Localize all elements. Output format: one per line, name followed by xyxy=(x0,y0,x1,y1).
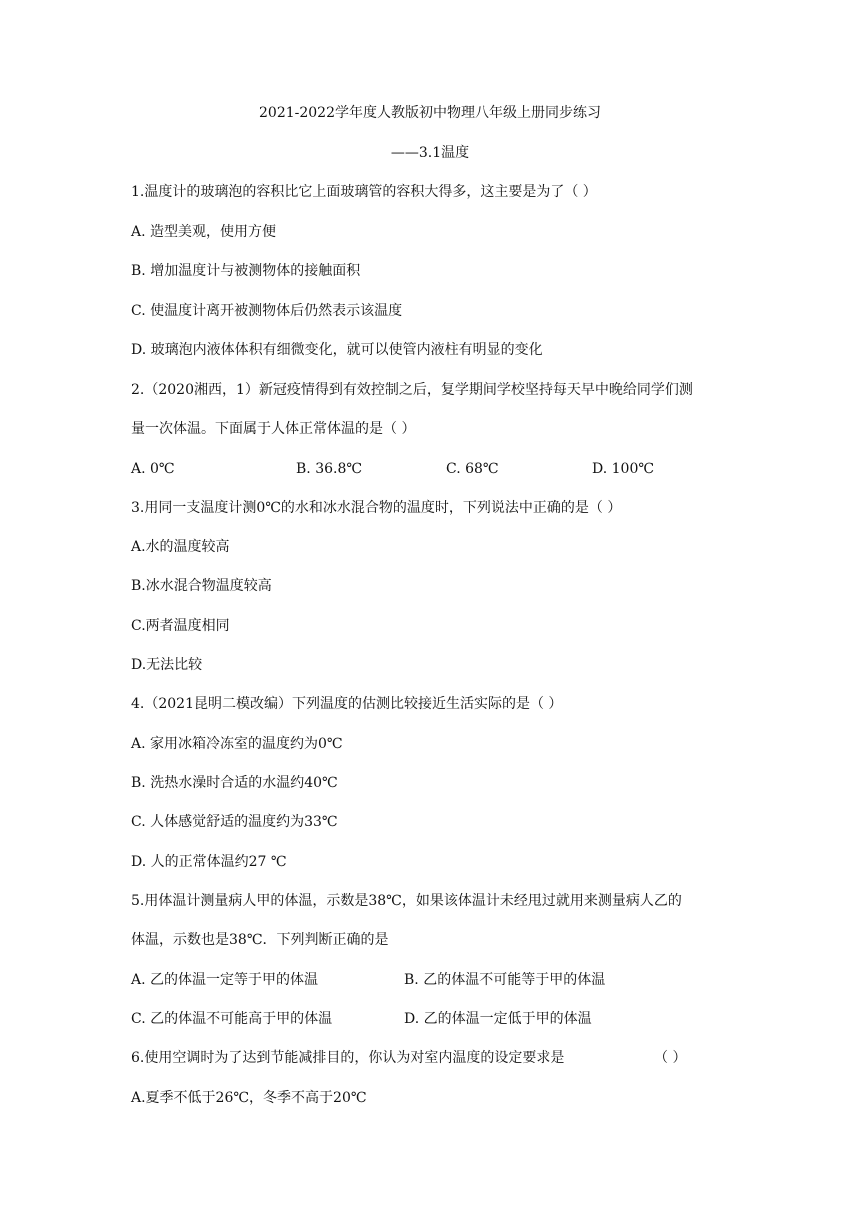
question-1-option-a: A. 造型美观，使用方便 xyxy=(131,224,277,240)
question-4-option-a: A. 家用冰箱冷冻室的温度约为0℃ xyxy=(131,736,343,752)
question-1-option-c: C. 使温度计离开被测物体后仍然表示该温度 xyxy=(131,303,403,319)
document-subtitle: ——3.1温度 xyxy=(390,145,470,161)
question-3-option-b: B.冰水混合物温度较高 xyxy=(131,578,272,594)
question-3-option-a: A.水的温度较高 xyxy=(131,539,230,555)
question-4-option-c: C. 人体感觉舒适的温度约为33℃ xyxy=(131,814,338,830)
question-6-answer-blank: （ ） xyxy=(654,1050,687,1066)
question-5-option-b: B. 乙的体温不可能等于甲的体温 xyxy=(404,972,606,988)
question-5-option-d: D. 乙的体温一定低于甲的体温 xyxy=(404,1011,592,1027)
question-2-option-d: D. 100℃ xyxy=(592,461,655,477)
question-4-option-b: B. 洗热水澡时合适的水温约40℃ xyxy=(131,775,338,791)
question-2-stem-line-2: 量一次体温。下面属于人体正常体温的是（ ） xyxy=(131,421,416,437)
question-1-option-b: B. 增加温度计与被测物体的接触面积 xyxy=(131,263,361,279)
question-3-option-d: D.无法比较 xyxy=(131,657,203,673)
document-title: 2021-2022学年度人教版初中物理八年级上册同步练习 xyxy=(259,105,601,121)
question-3-stem: 3.用同一支温度计测0℃的水和冰水混合物的温度时，下列说法中正确的是（ ） xyxy=(131,500,622,516)
question-5-option-c: C. 乙的体温不可能高于甲的体温 xyxy=(131,1011,333,1027)
question-6-stem: 6.使用空调时为了达到节能减排目的，你认为对室内温度的设定要求是 xyxy=(131,1050,565,1066)
question-3-option-c: C.两者温度相同 xyxy=(131,618,230,634)
question-4-option-d: D. 人的正常体温约27 ℃ xyxy=(131,854,287,870)
question-1-stem: 1.温度计的玻璃泡的容积比它上面玻璃管的容积大得多，这主要是为了（ ） xyxy=(131,184,597,200)
question-4-stem: 4.（2021昆明二模改编）下列温度的估测比较接近生活实际的是（ ） xyxy=(131,696,563,712)
question-1-option-d: D. 玻璃泡内液体体积有细微变化，就可以使管内液柱有明显的变化 xyxy=(131,342,543,358)
question-6-option-a: A.夏季不低于26℃，冬季不高于20℃ xyxy=(131,1090,367,1106)
question-2-stem-line-1: 2.（2020湘西，1）新冠疫情得到有效控制之后，复学期间学校坚持每天早中晚给同学们测 xyxy=(131,382,693,398)
question-5-option-a: A. 乙的体温一定等于甲的体温 xyxy=(131,972,319,988)
question-2-option-a: A. 0℃ xyxy=(131,461,175,477)
question-2-option-c: C. 68℃ xyxy=(446,461,499,477)
question-5-stem-line-1: 5.用体温计测量病人甲的体温，示数是38℃，如果该体温计未经甩过就用来测量病人乙的 xyxy=(131,893,682,909)
question-5-stem-line-2: 体温，示数也是38℃．下列判断正确的是 xyxy=(131,932,389,948)
question-2-option-b: B. 36.8℃ xyxy=(296,461,363,477)
